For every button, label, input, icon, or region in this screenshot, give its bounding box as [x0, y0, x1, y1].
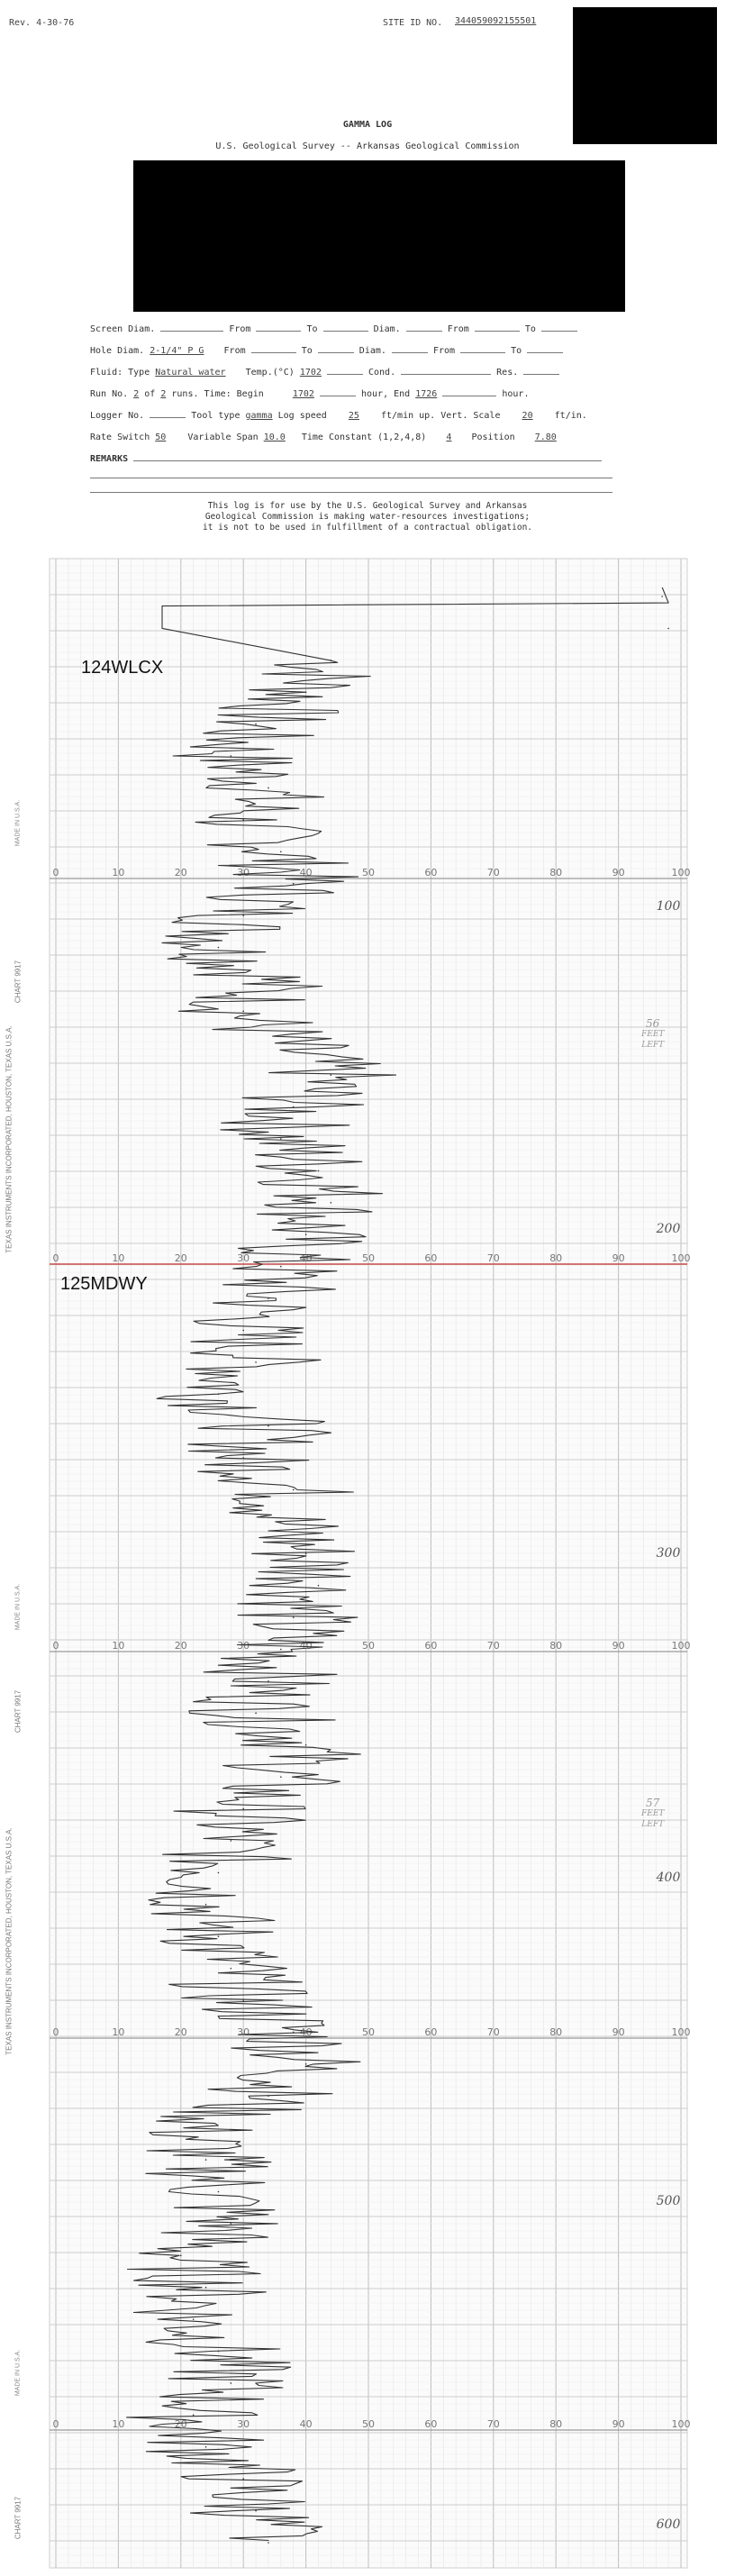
tick-label: 80	[549, 2418, 563, 2430]
variable-span-label: Variable Span	[187, 432, 259, 442]
rate-switch-value: 50	[155, 432, 167, 442]
gamma-data-point	[331, 1074, 332, 1076]
tick-label: 60	[424, 867, 438, 878]
revision-label: Rev. 4-30-76	[9, 18, 75, 28]
gamma-data-point	[293, 2032, 295, 2034]
tick-label: 20	[174, 867, 187, 878]
gamma-data-point	[242, 1330, 244, 1332]
hour-end-label: hour, End	[360, 389, 411, 399]
tick-label: 0	[52, 1252, 59, 1264]
tick-label: 0	[52, 1640, 59, 1652]
gamma-data-point	[242, 2478, 244, 2480]
feet-left-note-2	[641, 1798, 664, 1830]
tick-label: 30	[237, 2418, 250, 2430]
tick-label: 40	[299, 1640, 313, 1652]
gamma-data-point	[305, 691, 307, 693]
position-label: Position	[471, 432, 515, 442]
position-value: 7.80	[534, 432, 557, 442]
depth-label: 200	[656, 1222, 681, 1236]
remarks-label: REMARKS	[90, 454, 129, 464]
log-title: GAMMA LOG	[342, 120, 393, 130]
tick-label: 70	[486, 2418, 500, 2430]
res-label: Res.	[496, 368, 519, 378]
gamma-data-point	[280, 1138, 282, 1140]
gamma-data-point	[205, 2446, 207, 2448]
runs-label: runs.	[171, 389, 199, 399]
gamma-data-point	[268, 1425, 269, 1427]
to-label: To	[306, 324, 318, 334]
gamma-data-point	[293, 1489, 295, 1491]
gamma-data-point	[661, 596, 663, 597]
fluid-value: Natural water	[155, 368, 226, 378]
tick-label: 40	[299, 2418, 313, 2430]
tick-label: 10	[112, 867, 125, 878]
gamma-data-point	[242, 1999, 244, 2001]
gamma-data-point	[218, 947, 220, 949]
tick-label: 40	[299, 867, 313, 878]
side-text-made-1: MADE IN U.S.A.	[14, 799, 22, 847]
gamma-data-point	[218, 2191, 220, 2193]
gamma-data-point	[268, 787, 269, 789]
gamma-data-point	[667, 628, 669, 630]
gamma-data-point	[305, 1744, 307, 1746]
gamma-data-point	[180, 2255, 182, 2257]
tick-label: 80	[549, 1252, 563, 1264]
formation-marker-124wlcx: 124WLCX	[81, 658, 164, 678]
hole-diam-value: 2-1/4" P G	[150, 346, 204, 356]
tick-label: 100	[671, 1252, 691, 1264]
gamma-data-point	[255, 1361, 257, 1363]
side-text-manufacturer-1: TEXAS INSTRUMENTS INCORPORATED, HOUSTON, TEXAS U.S.A.	[5, 1025, 14, 1253]
tick-label: 30	[237, 2026, 250, 2038]
gamma-data-point	[331, 660, 332, 661]
gamma-data-point	[218, 1393, 220, 1395]
screen-diam-label: Screen Diam.	[90, 324, 156, 334]
gamma-data-point	[231, 1840, 232, 1842]
gamma-data-point	[268, 1680, 269, 1682]
gamma-data-point	[280, 1042, 282, 1044]
hour-label: hour.	[502, 389, 530, 399]
gamma-data-point	[293, 1106, 295, 1108]
tick-label: 50	[362, 2418, 375, 2430]
tick-label: 30	[237, 867, 250, 878]
gamma-data-point	[242, 915, 244, 916]
tick-label: 100	[671, 1640, 691, 1652]
gamma-data-point	[205, 1904, 207, 1906]
gamma-data-point	[280, 1266, 282, 1268]
depth-label: 300	[656, 1546, 681, 1561]
agency-title: U.S. Geological Survey -- Arkansas Geological Commission	[215, 141, 520, 151]
tick-label: 60	[424, 1252, 438, 1264]
tick-label: 0	[52, 2026, 59, 2038]
gamma-data-point	[293, 883, 295, 885]
tick-label: 70	[486, 1252, 500, 1264]
disclaimer-line-2: Geological Commission is making water-resources investigations;	[204, 512, 531, 522]
logger-label: Logger No.	[90, 411, 145, 421]
tick-label: 50	[362, 1252, 375, 1264]
gamma-data-point	[331, 1202, 332, 1204]
rate-switch-label: Rate Switch	[90, 432, 150, 442]
feet-left-2-number: 57	[646, 1797, 660, 1809]
depth-label: 100	[656, 899, 681, 914]
cond-label: Cond.	[368, 368, 396, 378]
tick-label: 70	[486, 2026, 500, 2038]
gamma-data-point	[231, 2382, 232, 2384]
time-end-value: 1726	[415, 389, 438, 399]
side-text-made-3: MADE IN U.S.A.	[14, 2349, 22, 2397]
feet-left-1-left: LEFT	[641, 1041, 665, 1050]
site-id-value: 344059092155501	[455, 16, 537, 26]
tick-label: 50	[362, 1640, 375, 1652]
depth-label: 600	[656, 2517, 681, 2532]
vert-scale-label: Vert. Scale	[440, 411, 501, 421]
tick-label: 80	[549, 867, 563, 878]
tick-label: 70	[486, 867, 500, 878]
tick-label: 10	[112, 2026, 125, 2038]
gamma-data-point	[268, 979, 269, 980]
to-label-4: To	[511, 346, 522, 356]
variable-span-value: 10.0	[263, 432, 286, 442]
depth-label: 400	[656, 1871, 681, 1885]
depth-label: 500	[656, 2194, 681, 2208]
tick-label: 100	[671, 2418, 691, 2430]
feet-left-1-number: 56	[646, 1017, 660, 1030]
fluid-label: Fluid: Type	[90, 368, 150, 378]
side-text-chart-3: CHART 9917	[14, 2496, 23, 2540]
tick-label: 20	[174, 1640, 187, 1652]
from-label-4: From	[432, 346, 456, 356]
to-label-3: To	[301, 346, 313, 356]
tool-label: Tool type	[191, 411, 240, 421]
tick-label: 60	[424, 1640, 438, 1652]
tick-label: 0	[52, 867, 59, 878]
gamma-data-point	[242, 1011, 244, 1013]
gamma-data-point	[268, 2542, 269, 2544]
gamma-data-point	[193, 2318, 195, 2320]
tick-label: 40	[299, 1252, 313, 1264]
time-begin-label: Time: Begin	[204, 389, 264, 399]
diam-label: Diam.	[373, 324, 401, 334]
time-constant-label: Time Constant (1,2,4,8)	[301, 432, 427, 442]
from-label: From	[229, 324, 251, 334]
tick-label: 10	[112, 2418, 125, 2430]
tick-label: 90	[612, 1252, 625, 1264]
ftmin-label: ft/min up.	[381, 411, 436, 421]
from-label-2: From	[447, 324, 469, 334]
gamma-data-point	[280, 851, 282, 852]
tick-label: 90	[612, 2026, 625, 2038]
tick-label: 90	[612, 867, 625, 878]
tick-label: 80	[549, 2026, 563, 2038]
gamma-data-point	[242, 1808, 244, 1810]
tick-label: 50	[362, 2026, 375, 2038]
gamma-data-point	[193, 2415, 195, 2417]
feet-left-2-feet: FEET	[641, 1809, 665, 1818]
gamma-data-point	[255, 2510, 257, 2512]
tick-label: 100	[671, 2026, 691, 2038]
gamma-data-point	[318, 1170, 320, 1172]
tick-label: 20	[174, 2418, 187, 2430]
from-label-3: From	[223, 346, 246, 356]
gamma-data-point	[231, 2223, 232, 2225]
gamma-data-point	[205, 2159, 207, 2161]
gamma-data-point	[280, 1521, 282, 1523]
tick-label: 90	[612, 2418, 625, 2430]
gamma-data-point	[280, 1649, 282, 1651]
tick-label: 60	[424, 2026, 438, 2038]
tick-label: 60	[424, 2418, 438, 2430]
tick-label: 30	[237, 1640, 250, 1652]
diam-label-2: Diam.	[358, 346, 386, 356]
gamma-data-point	[242, 819, 244, 821]
gamma-data-point	[305, 1233, 307, 1235]
feet-left-2-left: LEFT	[641, 1820, 665, 1829]
gamma-data-point	[205, 2287, 207, 2289]
of-label: of	[144, 389, 156, 399]
side-text-chart-1: CHART 9917	[14, 960, 23, 1004]
gamma-data-point	[255, 724, 257, 725]
ftin-label: ft/in.	[554, 411, 587, 421]
tick-label: 50	[362, 867, 375, 878]
tick-label: 30	[237, 1252, 250, 1264]
tick-label: 40	[299, 2026, 313, 2038]
site-id-label: SITE ID NO.	[383, 18, 443, 28]
tick-label: 20	[174, 1252, 187, 1264]
time-constant-value: 4	[446, 432, 452, 442]
feet-left-note-1	[641, 1018, 664, 1051]
feet-left-1-feet: FEET	[641, 1030, 665, 1039]
temp-value: 1702	[299, 368, 322, 378]
gamma-data-point	[218, 2351, 220, 2353]
tick-label: 80	[549, 1640, 563, 1652]
time-begin-value: 1702	[292, 389, 314, 399]
gamma-data-point	[242, 1457, 244, 1459]
hole-diam-label: Hole Diam.	[90, 346, 145, 356]
side-text-chart-2: CHART 9917	[14, 1689, 23, 1734]
gamma-data-point	[293, 1616, 295, 1618]
log-speed-value: 25	[348, 411, 359, 421]
temp-label: Temp.(°C)	[245, 368, 295, 378]
gamma-data-point	[231, 1968, 232, 1970]
gamma-data-point	[318, 1585, 320, 1587]
vert-scale-value: 20	[522, 411, 533, 421]
gamma-data-point	[268, 2095, 269, 2097]
gamma-data-point	[305, 2063, 307, 2065]
tick-label: 20	[174, 2026, 187, 2038]
tick-label: 10	[112, 1640, 125, 1652]
to-label-2: To	[524, 324, 536, 334]
tick-label: 70	[486, 1640, 500, 1652]
side-text-made-2: MADE IN U.S.A.	[14, 1583, 22, 1631]
gamma-data-point	[231, 755, 232, 757]
disclaimer-line-3: it is not to be used in fulfillment of a contractual obligation.	[202, 523, 533, 532]
tick-label: 100	[671, 867, 691, 878]
formation-marker-125mdwy: 125MDWY	[60, 1274, 148, 1294]
run-label: Run No.	[90, 389, 129, 399]
gamma-data-point	[305, 1552, 307, 1554]
runs-value: 2	[160, 389, 167, 399]
gamma-data-point	[218, 1935, 220, 1937]
tick-label: 10	[112, 1252, 125, 1264]
side-text-manufacturer-2: TEXAS INSTRUMENTS INCORPORATED, HOUSTON, TEXAS U.S.A.	[5, 1827, 14, 2055]
gamma-data-point	[255, 1713, 257, 1715]
tick-label: 0	[52, 2418, 59, 2430]
gamma-data-point	[268, 1297, 269, 1299]
gamma-data-point	[218, 1872, 220, 1874]
disclaimer-line-1: This log is for use by the U.S. Geological Survey and Arkansas	[207, 501, 528, 511]
tick-label: 90	[612, 1640, 625, 1652]
tool-value: gamma	[245, 411, 273, 421]
gamma-data-point	[280, 1776, 282, 1778]
log-speed-label: Log speed	[277, 411, 327, 421]
run-value: 2	[133, 389, 140, 399]
gamma-data-point	[193, 2127, 195, 2129]
